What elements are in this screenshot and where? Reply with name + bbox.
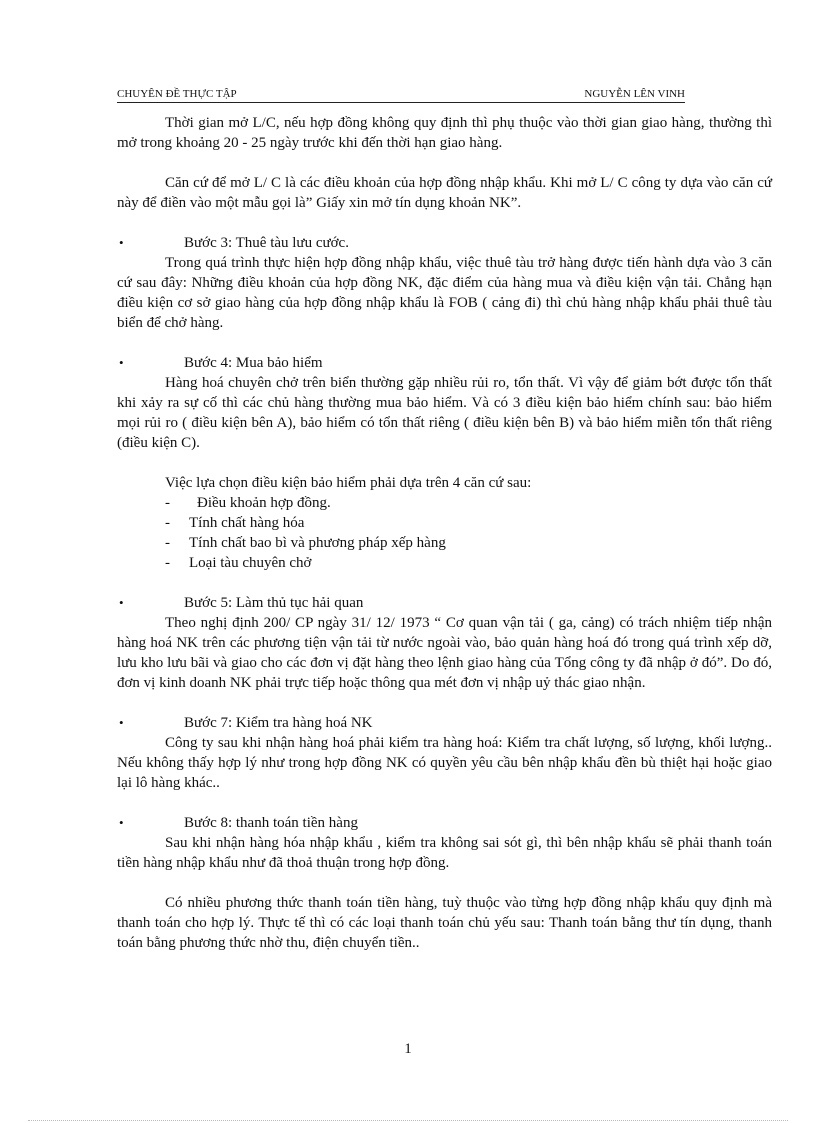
list-item-text: Tính chất hàng hóa xyxy=(189,515,305,531)
step-4-heading xyxy=(117,353,772,373)
list-item xyxy=(117,513,772,533)
document-body xyxy=(117,113,772,953)
page-bottom-divider xyxy=(28,1120,788,1121)
paragraph-lc-timing: Thời gian mở L/C, nếu hợp đồng không quy định thì phụ thuộc vào thời gian giao hàng, thường thì mở trong khoảng 20 - 25 ngày trước khi đến thời hạn giao hàng. xyxy=(117,115,772,151)
step-3-heading xyxy=(117,233,772,253)
step-8-text: Sau khi nhận hàng hóa nhập khẩu , kiểm tra không sai sót gì, thì bên nhập khẩu sẽ phải thanh toán tiền hàng nhập khẩu như đã thoả thuận trong hợp đồng. xyxy=(117,835,772,871)
bullet-icon: • xyxy=(119,355,124,370)
step-5-text: Theo nghị định 200/ CP ngày 31/ 12/ 1973 “ Cơ quan vận tải ( ga, cảng) có trách nhiệm tiếp nhận hàng hoá NK trên các phương tiện vận tải từ nước ngoài vào, bảo quản hàng hoá đó trong quá trình xếp dỡ, lưu kho lưu bãi và giao cho các đơn vị đặt hàng theo lệnh giao hàng của Tổng công ty đã nhập ở đó”. Do đó, đơn vị kinh doanh NK phải trực tiếp hoặc thông qua mét đơn vị nhập uỷ thác giao nhận. xyxy=(117,615,772,691)
step-5-title: Bước 5: Làm thủ tục hải quan xyxy=(184,595,364,611)
step-7-text: Công ty sau khi nhận hàng hoá phải kiểm tra hàng hoá: Kiểm tra chất lượng, số lượng, khối lượng.. Nếu không thấy hợp lý như trong hợp đồng NK có quyền yêu cầu bên nhập khẩu đền bù thiệt hại hoặc giao lại lô hàng khác.. xyxy=(117,735,772,791)
dash-icon: - xyxy=(165,495,170,511)
bullet-icon: • xyxy=(119,235,124,250)
list-item-text: Tính chất bao bì và phương pháp xếp hàng xyxy=(189,535,446,551)
step-4-intro: Việc lựa chọn điều kiện bảo hiểm phải dựa trên 4 căn cứ sau: xyxy=(165,475,532,491)
list-item xyxy=(117,493,772,513)
step-8-text-2: Có nhiều phương thức thanh toán tiền hàng, tuỳ thuộc vào từng hợp đồng nhập khẩu quy định mà thanh toán cho hợp lý. Thực tế thì có các loại thanh toán chủ yếu sau: Thanh toán bằng thư tín dụng, thanh toán bằng phương thức nhờ thu, điện chuyển tiền.. xyxy=(117,895,772,951)
dash-icon: - xyxy=(165,535,170,551)
header-title: CHUYÊN ĐỀ THỰC TẬP xyxy=(117,88,237,100)
bullet-icon: • xyxy=(119,595,124,610)
bullet-icon: • xyxy=(119,815,124,830)
step-4-text: Hàng hoá chuyên chở trên biển thường gặp nhiều rủi ro, tổn thất. Vì vậy để giảm bớt được tổn thất khi xảy ra sự cố thì các chủ hàng thường mua bảo hiểm. Và có 3 điều kiện bảo hiểm chính sau: bảo hiểm mọi rủi ro ( điều kiện bên A), bảo hiểm có tổn thất riêng ( điều kiện bên B) và bảo hiểm miễn tổn thất riêng (điều kiện C). xyxy=(117,375,772,451)
step-8-heading xyxy=(117,813,772,833)
step-5-heading xyxy=(117,593,772,613)
dash-icon: - xyxy=(165,515,170,531)
paragraph-lc-basis: Căn cứ để mở L/ C là các điều khoản của hợp đồng nhập khẩu. Khi mở L/ C công ty dựa vào căn cứ này để điền vào một mẫu gọi là” Giấy xin mở tín dụng khoản NK”. xyxy=(117,175,772,211)
list-item-text: Loại tàu chuyên chở xyxy=(189,555,312,571)
page-header xyxy=(117,86,685,103)
step-3-text: Trong quá trình thực hiện hợp đồng nhập khẩu, việc thuê tàu trở hàng được tiến hành dựa vào 3 căn cứ sau đây: Những điều khoản của hợp đồng NK, đặc điểm của hàng mua và điều kiện vận tải. Chẳng hạn điều kiện cơ sở giao hàng của hợp đồng nhập khẩu là FOB ( cảng đi) thì chủ hàng nhập khẩu phải thuê tàu biển để chở hàng. xyxy=(117,255,772,331)
header-author: NGUYỄN LÊN VINH xyxy=(584,88,685,100)
step-7-title: Bước 7: Kiểm tra hàng hoá NK xyxy=(184,715,373,731)
bullet-icon: • xyxy=(119,715,124,730)
step-7-heading xyxy=(117,713,772,733)
step-3-title: Bước 3: Thuê tàu lưu cước. xyxy=(184,235,349,251)
page-number: 1 xyxy=(404,1041,412,1057)
list-item-text: Điều khoản hợp đồng. xyxy=(197,495,331,511)
step-8-title: Bước 8: thanh toán tiền hàng xyxy=(184,815,358,831)
list-item xyxy=(117,533,772,553)
list-item xyxy=(117,553,772,573)
dash-icon: - xyxy=(165,555,170,571)
step-4-title: Bước 4: Mua bảo hiểm xyxy=(184,355,323,371)
